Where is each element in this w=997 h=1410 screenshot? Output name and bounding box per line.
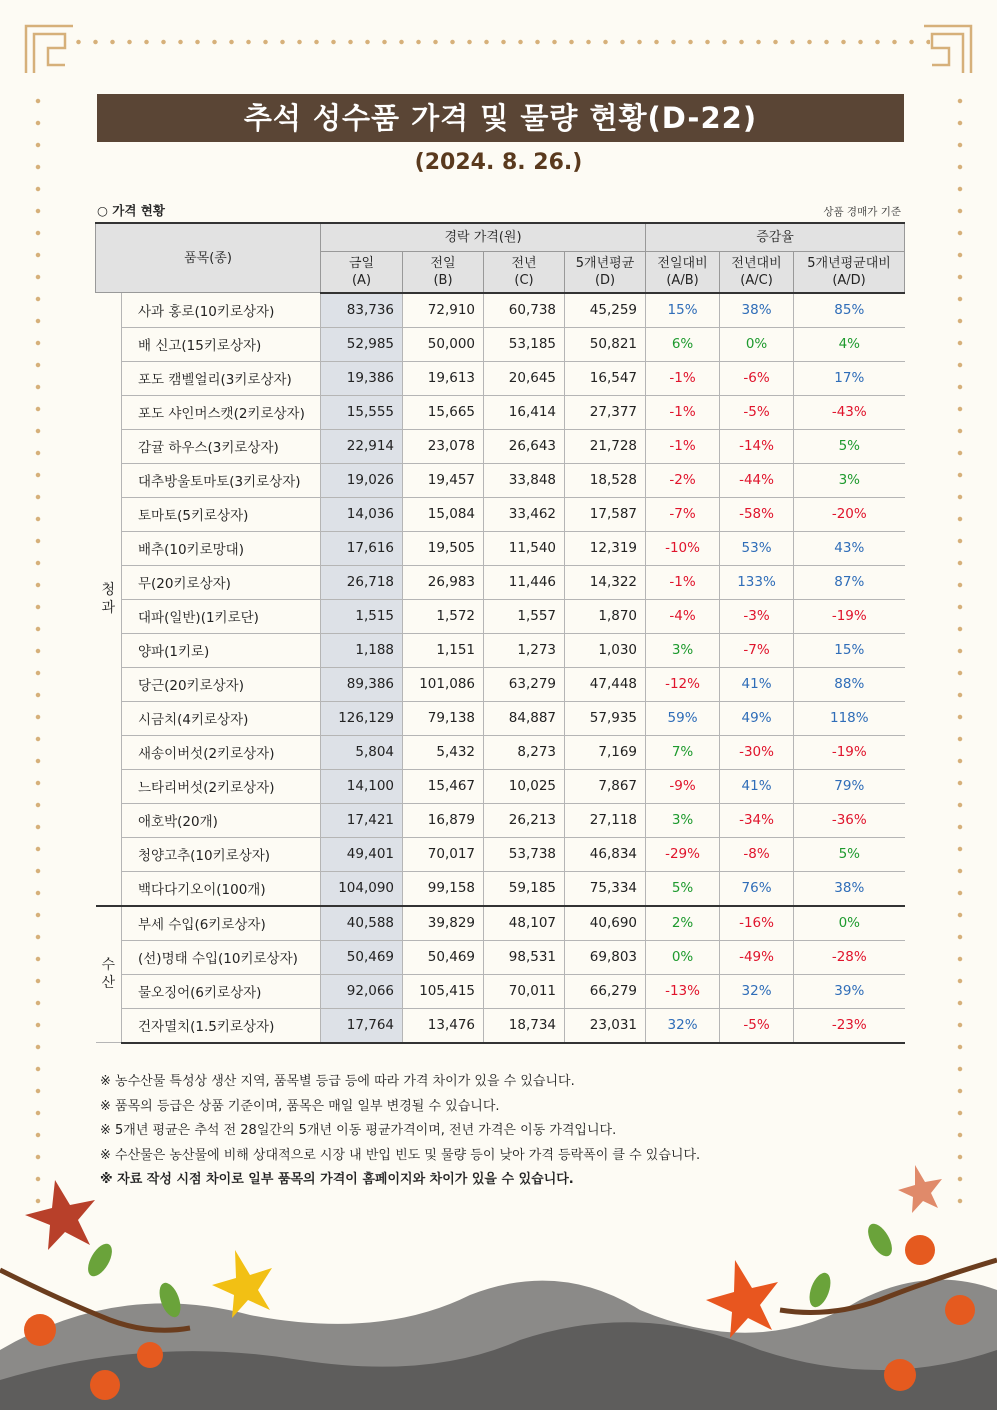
change-vs-5yr-avg: 3% — [794, 463, 905, 497]
change-vs-prev-day: -29% — [646, 837, 720, 871]
footnote: ※ 품목의 등급은 상품 기준이며, 품목은 매일 일부 변경될 수 있습니다. — [100, 1098, 500, 1114]
price-prev-year: 63,279 — [484, 667, 565, 701]
change-vs-prev-day: -1% — [646, 395, 720, 429]
change-vs-5yr-avg: 15% — [794, 633, 905, 667]
change-vs-5yr-avg: -36% — [794, 803, 905, 837]
change-vs-5yr-avg: 87% — [794, 565, 905, 599]
table-row — [96, 1008, 905, 1043]
change-vs-prev-day: 2% — [646, 906, 720, 941]
price-5yr-avg: 14,322 — [565, 565, 646, 599]
change-vs-prev-day: -10% — [646, 531, 720, 565]
item-name: 감귤 하우스(3키로상자) — [122, 429, 321, 463]
change-vs-5yr-avg: 17% — [794, 361, 905, 395]
change-vs-prev-year: 76% — [720, 871, 794, 906]
price-prev-year: 20,645 — [484, 361, 565, 395]
price-prev-year: 26,213 — [484, 803, 565, 837]
item-name: 시금치(4키로상자) — [122, 701, 321, 735]
header-vs-5yr-avg: 5개년평균대비 (A/D) — [794, 251, 905, 293]
change-vs-prev-day: 7% — [646, 735, 720, 769]
change-vs-5yr-avg: 118% — [794, 701, 905, 735]
item-name: 청양고추(10키로상자) — [122, 837, 321, 871]
price-today: 1,515 — [321, 599, 403, 633]
table-row — [96, 940, 905, 974]
price-prev-year: 60,738 — [484, 293, 565, 328]
price-prev-year: 18,734 — [484, 1008, 565, 1043]
price-prev-day: 105,415 — [403, 974, 484, 1008]
change-vs-prev-day: 3% — [646, 633, 720, 667]
change-vs-prev-year: -44% — [720, 463, 794, 497]
change-vs-prev-day: 59% — [646, 701, 720, 735]
table-row — [96, 599, 905, 633]
change-vs-prev-day: -13% — [646, 974, 720, 1008]
change-vs-prev-year: -14% — [720, 429, 794, 463]
header-price-group: 경락 가격(원) — [321, 223, 646, 251]
change-vs-5yr-avg: 38% — [794, 871, 905, 906]
price-today: 49,401 — [321, 837, 403, 871]
footnote: ※ 수산물은 농산물에 비해 상대적으로 시장 내 반입 빈도 및 물량 등이 낮아 가격 등락폭이 클 수 있습니다. — [100, 1147, 701, 1163]
price-prev-year: 26,643 — [484, 429, 565, 463]
table-row — [96, 769, 905, 803]
change-vs-prev-year: -5% — [720, 395, 794, 429]
change-vs-5yr-avg: -20% — [794, 497, 905, 531]
price-5yr-avg: 1,030 — [565, 633, 646, 667]
price-5yr-avg: 21,728 — [565, 429, 646, 463]
price-prev-year: 33,462 — [484, 497, 565, 531]
price-prev-day: 19,613 — [403, 361, 484, 395]
price-today: 1,188 — [321, 633, 403, 667]
category-produce: 청 과 — [96, 293, 122, 906]
change-vs-prev-year: -5% — [720, 1008, 794, 1043]
header-item: 품목(종) — [96, 223, 321, 293]
change-vs-prev-year: -8% — [720, 837, 794, 871]
change-vs-prev-day: -2% — [646, 463, 720, 497]
table-row — [96, 667, 905, 701]
price-today: 17,616 — [321, 531, 403, 565]
price-prev-year: 11,540 — [484, 531, 565, 565]
price-today: 19,386 — [321, 361, 403, 395]
item-name: 대추방울토마토(3키로상자) — [122, 463, 321, 497]
table-row — [96, 701, 905, 735]
item-name: 백다다기오이(100개) — [122, 871, 321, 906]
header-vs-prev-day: 전일대비 (A/B) — [646, 251, 720, 293]
change-vs-prev-year: 49% — [720, 701, 794, 735]
price-prev-day: 5,432 — [403, 735, 484, 769]
change-vs-5yr-avg: 79% — [794, 769, 905, 803]
autumn-illustration — [0, 1150, 997, 1410]
price-5yr-avg: 16,547 — [565, 361, 646, 395]
change-vs-prev-day: -1% — [646, 565, 720, 599]
price-prev-day: 50,469 — [403, 940, 484, 974]
change-vs-5yr-avg: 43% — [794, 531, 905, 565]
table-row — [96, 293, 905, 328]
header-change-group: 증감율 — [646, 223, 905, 251]
price-prev-year: 16,414 — [484, 395, 565, 429]
item-name: (선)명태 수입(10키로상자) — [122, 940, 321, 974]
change-vs-prev-year: -6% — [720, 361, 794, 395]
price-prev-year: 11,446 — [484, 565, 565, 599]
change-vs-prev-year: -49% — [720, 940, 794, 974]
table-row — [96, 395, 905, 429]
price-today: 17,421 — [321, 803, 403, 837]
price-5yr-avg: 40,690 — [565, 906, 646, 941]
frame-dots-left — [34, 90, 42, 1210]
change-vs-5yr-avg: -23% — [794, 1008, 905, 1043]
change-vs-5yr-avg: 88% — [794, 667, 905, 701]
price-5yr-avg: 69,803 — [565, 940, 646, 974]
price-today: 22,914 — [321, 429, 403, 463]
header-5yr-avg: 5개년평균 (D) — [565, 251, 646, 293]
price-today: 52,985 — [321, 327, 403, 361]
change-vs-prev-day: -7% — [646, 497, 720, 531]
price-today: 14,100 — [321, 769, 403, 803]
change-vs-5yr-avg: -28% — [794, 940, 905, 974]
section-heading: ○ 가격 현황 — [97, 203, 165, 218]
footnote-emphasis: ※ 자료 작성 시점 차이로 일부 품목의 가격이 홈페이지와 차이가 있을 수 있습니다. — [100, 1172, 574, 1187]
table-row — [96, 565, 905, 599]
price-prev-year: 1,273 — [484, 633, 565, 667]
change-vs-prev-day: -9% — [646, 769, 720, 803]
price-prev-year: 84,887 — [484, 701, 565, 735]
header-vs-prev-year: 전년대비 (A/C) — [720, 251, 794, 293]
price-prev-day: 70,017 — [403, 837, 484, 871]
price-prev-year: 1,557 — [484, 599, 565, 633]
change-vs-prev-day: -1% — [646, 429, 720, 463]
price-today: 26,718 — [321, 565, 403, 599]
corner-ornament-top-left — [18, 18, 78, 78]
price-prev-day: 19,457 — [403, 463, 484, 497]
item-name: 사과 홍로(10키로상자) — [122, 293, 321, 328]
table-row — [96, 837, 905, 871]
price-prev-year: 98,531 — [484, 940, 565, 974]
table-row — [96, 871, 905, 906]
price-5yr-avg: 7,867 — [565, 769, 646, 803]
price-today: 19,026 — [321, 463, 403, 497]
header-prev-year: 전년 (C) — [484, 251, 565, 293]
change-vs-5yr-avg: 39% — [794, 974, 905, 1008]
price-prev-year: 53,738 — [484, 837, 565, 871]
change-vs-prev-year: 32% — [720, 974, 794, 1008]
price-today: 92,066 — [321, 974, 403, 1008]
price-5yr-avg: 27,377 — [565, 395, 646, 429]
item-name: 포도 샤인머스캣(2키로상자) — [122, 395, 321, 429]
price-5yr-avg: 45,259 — [565, 293, 646, 328]
change-vs-prev-year: 41% — [720, 769, 794, 803]
category-fishery: 수 산 — [96, 906, 122, 1043]
change-vs-prev-year: -3% — [720, 599, 794, 633]
price-prev-day: 39,829 — [403, 906, 484, 941]
price-today: 83,736 — [321, 293, 403, 328]
frame-dots-right — [956, 90, 964, 1210]
basis-note: 상품 경매가 기준 — [823, 206, 901, 218]
table-row — [96, 735, 905, 769]
change-vs-prev-year: -16% — [720, 906, 794, 941]
table-row — [96, 327, 905, 361]
change-vs-5yr-avg: 85% — [794, 293, 905, 328]
corner-ornament-top-right — [919, 18, 979, 78]
item-name: 애호박(20개) — [122, 803, 321, 837]
price-5yr-avg: 7,169 — [565, 735, 646, 769]
price-today: 104,090 — [321, 871, 403, 906]
price-5yr-avg: 23,031 — [565, 1008, 646, 1043]
table-row — [96, 463, 905, 497]
change-vs-5yr-avg: -19% — [794, 735, 905, 769]
price-5yr-avg: 27,118 — [565, 803, 646, 837]
item-name: 새송이버섯(2키로상자) — [122, 735, 321, 769]
price-5yr-avg: 57,935 — [565, 701, 646, 735]
change-vs-prev-day: -1% — [646, 361, 720, 395]
price-5yr-avg: 47,448 — [565, 667, 646, 701]
change-vs-5yr-avg: 5% — [794, 837, 905, 871]
price-prev-day: 15,467 — [403, 769, 484, 803]
change-vs-prev-day: 5% — [646, 871, 720, 906]
price-today: 89,386 — [321, 667, 403, 701]
price-prev-day: 1,572 — [403, 599, 484, 633]
price-5yr-avg: 18,528 — [565, 463, 646, 497]
table-row — [96, 974, 905, 1008]
item-name: 대파(일반)(1키로단) — [122, 599, 321, 633]
price-prev-day: 23,078 — [403, 429, 484, 463]
footnote: ※ 5개년 평균은 추석 전 28일간의 5개년 이동 평균가격이며, 전년 가격은 이동 가격입니다. — [100, 1123, 617, 1138]
price-today: 5,804 — [321, 735, 403, 769]
price-prev-year: 10,025 — [484, 769, 565, 803]
header-prev-day: 전일 (B) — [403, 251, 484, 293]
price-prev-day: 19,505 — [403, 531, 484, 565]
change-vs-prev-day: 0% — [646, 940, 720, 974]
change-vs-prev-day: 15% — [646, 293, 720, 328]
price-5yr-avg: 17,587 — [565, 497, 646, 531]
price-prev-day: 1,151 — [403, 633, 484, 667]
header-today: 금일 (A) — [321, 251, 403, 293]
price-today: 15,555 — [321, 395, 403, 429]
price-5yr-avg: 75,334 — [565, 871, 646, 906]
change-vs-prev-day: 6% — [646, 327, 720, 361]
item-name: 배추(10키로망대) — [122, 531, 321, 565]
price-table — [95, 222, 905, 1044]
change-vs-5yr-avg: -43% — [794, 395, 905, 429]
price-prev-day: 15,665 — [403, 395, 484, 429]
item-name: 물오징어(6키로상자) — [122, 974, 321, 1008]
change-vs-prev-day: -12% — [646, 667, 720, 701]
change-vs-5yr-avg: 5% — [794, 429, 905, 463]
change-vs-prev-year: -30% — [720, 735, 794, 769]
price-prev-year: 70,011 — [484, 974, 565, 1008]
change-vs-prev-day: 3% — [646, 803, 720, 837]
item-name: 양파(1키로) — [122, 633, 321, 667]
table-row — [96, 906, 905, 941]
frame-dots-top — [70, 38, 930, 46]
price-5yr-avg: 1,870 — [565, 599, 646, 633]
item-name: 느타리버섯(2키로상자) — [122, 769, 321, 803]
change-vs-5yr-avg: -19% — [794, 599, 905, 633]
price-5yr-avg: 46,834 — [565, 837, 646, 871]
price-5yr-avg: 66,279 — [565, 974, 646, 1008]
price-prev-day: 13,476 — [403, 1008, 484, 1043]
change-vs-prev-year: 41% — [720, 667, 794, 701]
change-vs-prev-year: 0% — [720, 327, 794, 361]
price-today: 14,036 — [321, 497, 403, 531]
change-vs-prev-year: -58% — [720, 497, 794, 531]
change-vs-prev-day: 32% — [646, 1008, 720, 1043]
table-row — [96, 497, 905, 531]
price-prev-year: 59,185 — [484, 871, 565, 906]
item-name: 당근(20키로상자) — [122, 667, 321, 701]
change-vs-prev-day: -4% — [646, 599, 720, 633]
table-row — [96, 803, 905, 837]
price-prev-day: 79,138 — [403, 701, 484, 735]
price-prev-year: 8,273 — [484, 735, 565, 769]
price-5yr-avg: 50,821 — [565, 327, 646, 361]
price-prev-day: 72,910 — [403, 293, 484, 328]
price-prev-day: 26,983 — [403, 565, 484, 599]
price-prev-day: 50,000 — [403, 327, 484, 361]
change-vs-5yr-avg: 4% — [794, 327, 905, 361]
price-prev-day: 15,084 — [403, 497, 484, 531]
item-name: 부세 수입(6키로상자) — [122, 906, 321, 941]
price-today: 50,469 — [321, 940, 403, 974]
table-row — [96, 633, 905, 667]
change-vs-prev-year: 133% — [720, 565, 794, 599]
price-5yr-avg: 12,319 — [565, 531, 646, 565]
item-name: 무(20키로상자) — [122, 565, 321, 599]
item-name: 토마토(5키로상자) — [122, 497, 321, 531]
change-vs-prev-year: 38% — [720, 293, 794, 328]
change-vs-prev-year: -7% — [720, 633, 794, 667]
price-prev-year: 53,185 — [484, 327, 565, 361]
change-vs-prev-year: -34% — [720, 803, 794, 837]
price-today: 17,764 — [321, 1008, 403, 1043]
table-row — [96, 429, 905, 463]
item-name: 건자멸치(1.5키로상자) — [122, 1008, 321, 1043]
item-name: 포도 캠벨얼리(3키로상자) — [122, 361, 321, 395]
change-vs-5yr-avg: 0% — [794, 906, 905, 941]
item-name: 배 신고(15키로상자) — [122, 327, 321, 361]
price-prev-day: 16,879 — [403, 803, 484, 837]
report-date: (2024. 8. 26.) — [414, 150, 583, 175]
change-vs-prev-year: 53% — [720, 531, 794, 565]
price-today: 40,588 — [321, 906, 403, 941]
table-row — [96, 361, 905, 395]
page-title: 추석 성수품 가격 및 물량 현황(D-22) — [97, 94, 904, 142]
price-today: 126,129 — [321, 701, 403, 735]
price-prev-year: 48,107 — [484, 906, 565, 941]
table-row — [96, 531, 905, 565]
price-prev-day: 99,158 — [403, 871, 484, 906]
price-prev-day: 101,086 — [403, 667, 484, 701]
price-prev-year: 33,848 — [484, 463, 565, 497]
footnote: ※ 농수산물 특성상 생산 지역, 품목별 등급 등에 따라 가격 차이가 있을 수 있습니다. — [100, 1074, 575, 1089]
